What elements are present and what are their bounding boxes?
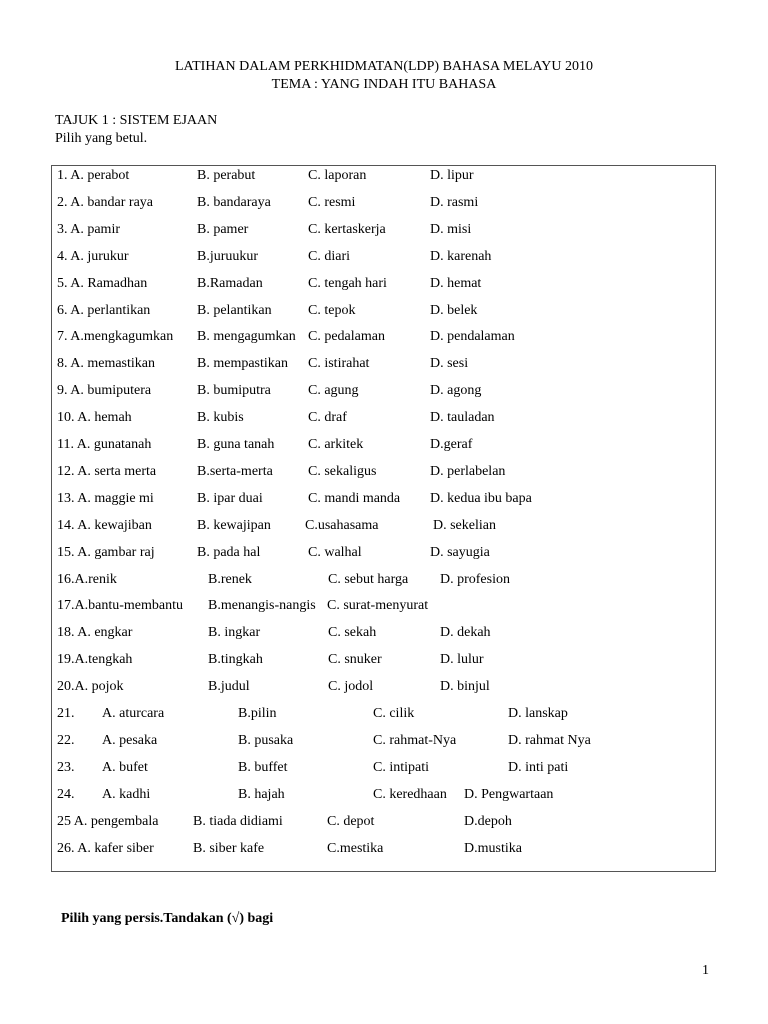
question-number: 14. A. kewajiban <box>57 517 152 533</box>
option-c: C. rahmat-Nya <box>373 732 457 748</box>
option-c: C. istirahat <box>308 356 370 372</box>
question-number: 19.A.tengkah <box>57 652 133 668</box>
option-a: A. aturcara <box>102 706 165 721</box>
option-d: D. tauladan <box>430 410 495 426</box>
option-b: B. guna tanah <box>197 437 275 452</box>
option-c: C. keredhaan <box>373 786 447 802</box>
question-number: 4. A. jurukur <box>57 248 129 264</box>
option-c: C. arkitek <box>308 437 364 452</box>
question-row <box>0 814 768 841</box>
question-number: 11. A. gunatanah <box>57 437 152 452</box>
question-row <box>0 625 768 652</box>
option-b: B. perabut <box>197 168 256 183</box>
option-c: C. cilik <box>373 706 415 721</box>
option-c: C. depot <box>327 813 375 829</box>
question-row <box>0 545 768 572</box>
option-d: D. Pengwartaan <box>464 786 554 802</box>
question-row <box>0 679 768 706</box>
option-b: B.judul <box>208 679 250 695</box>
question-number: 21. <box>57 706 75 721</box>
option-d: D. sayugia <box>430 544 490 560</box>
option-c: C. pedalaman <box>308 329 385 345</box>
footer-instruction: Pilih yang persis.Tandakan (√) bagi <box>61 911 274 926</box>
question-row <box>0 491 768 518</box>
option-b: B. tiada didiami <box>193 813 283 829</box>
question-row <box>0 168 768 195</box>
option-c: C. laporan <box>308 168 367 183</box>
section-title: TAJUK 1 : SISTEM EJAAN <box>55 113 218 128</box>
page-number: 1 <box>702 963 709 978</box>
section-instruction: Pilih yang betul. <box>55 131 148 146</box>
question-number: 25 A. pengembala <box>57 813 159 829</box>
option-c: C. sekaligus <box>308 463 377 479</box>
option-b: B.serta-merta <box>197 463 273 479</box>
option-c: C. intipati <box>373 759 429 775</box>
option-c: C. kertaskerja <box>308 221 386 237</box>
question-row <box>0 195 768 222</box>
question-number: 13. A. maggie mi <box>57 490 154 506</box>
option-a: A. bufet <box>102 759 148 775</box>
question-number: 2. A. bandar raya <box>57 194 154 210</box>
option-b: B. mempastikan <box>197 356 288 372</box>
option-b: B. kubis <box>197 410 244 426</box>
option-d: D. sekelian <box>433 517 496 533</box>
option-d: D. profesion <box>440 571 510 587</box>
question-row <box>0 437 768 464</box>
question-number: 24. <box>57 786 75 802</box>
question-number: 9. A. bumiputera <box>57 383 152 399</box>
option-b: B.Ramadan <box>197 275 263 291</box>
question-row <box>0 787 768 814</box>
option-d: D. perlabelan <box>430 463 506 479</box>
option-b: B. kewajipan <box>197 517 271 533</box>
question-row <box>0 733 768 760</box>
option-b: B. buffet <box>238 759 288 775</box>
question-number: 12. A. serta merta <box>57 463 157 479</box>
question-number: 8. A. memastikan <box>57 356 155 372</box>
option-b: B. pelantikan <box>197 302 272 318</box>
option-b: B. mengagumkan <box>197 329 296 345</box>
question-number: 23. <box>57 759 75 775</box>
question-row <box>0 249 768 276</box>
option-c: C. snuker <box>328 652 382 668</box>
question-number: 15. A. gambar raj <box>57 544 155 560</box>
option-d: D. rasmi <box>430 194 479 210</box>
option-c: C. walhal <box>308 544 362 560</box>
option-c: C. jodol <box>328 679 374 695</box>
option-b: B. pada hal <box>197 544 261 560</box>
option-b: B. hajah <box>238 786 285 802</box>
option-d: D. agong <box>430 383 482 399</box>
question-row <box>0 356 768 383</box>
question-row <box>0 760 768 787</box>
header-title: LATIHAN DALAM PERKHIDMATAN(LDP) BAHASA MELAYU 2010 <box>175 59 593 74</box>
question-number: 3. A. pamir <box>57 221 120 237</box>
option-b: B. ingkar <box>208 625 261 641</box>
option-d: D. sesi <box>430 356 469 372</box>
question-row <box>0 706 768 733</box>
question-number: 26. A. kafer siber <box>57 840 154 856</box>
question-row <box>0 652 768 679</box>
option-d: D. pendalaman <box>430 329 515 345</box>
question-number: 17.A.bantu-membantu <box>57 598 183 614</box>
question-row <box>0 598 768 625</box>
option-c: C. surat-menyurat <box>327 598 429 614</box>
option-b: B.menangis-nangis <box>208 598 316 614</box>
option-c: C. tengah hari <box>308 275 387 291</box>
question-row <box>0 410 768 437</box>
option-d: D. inti pati <box>508 759 569 775</box>
option-d: D. belek <box>430 302 478 318</box>
question-number: 22. <box>57 732 75 748</box>
option-c: C. sebut harga <box>328 571 409 587</box>
question-row <box>0 464 768 491</box>
option-d: D. lanskap <box>508 706 568 721</box>
question-number: 6. A. perlantikan <box>57 302 151 318</box>
question-row <box>0 383 768 410</box>
question-row <box>0 572 768 599</box>
option-d: D. kedua ibu bapa <box>430 490 532 506</box>
option-c: C. tepok <box>308 302 356 318</box>
option-b: B. ipar duai <box>197 490 263 506</box>
question-row <box>0 303 768 330</box>
option-d: D. lipur <box>430 168 474 183</box>
question-number: 18. A. engkar <box>57 625 133 641</box>
option-c: C. resmi <box>308 194 356 210</box>
option-d: D. lulur <box>440 652 484 668</box>
question-number: 1. A. perabot <box>57 168 130 183</box>
option-d: D. hemat <box>430 275 482 291</box>
question-row <box>0 222 768 249</box>
question-row <box>0 518 768 545</box>
option-c: C. draf <box>308 410 347 426</box>
option-c: C. sekah <box>328 625 377 641</box>
option-d: D.depoh <box>464 813 512 829</box>
option-b: B. siber kafe <box>193 840 265 856</box>
option-c: C.mestika <box>327 840 384 856</box>
question-row <box>0 329 768 356</box>
option-b: B.tingkah <box>208 652 263 668</box>
option-d: D.mustika <box>464 840 522 856</box>
option-c: C. diari <box>308 248 350 264</box>
question-number: 16.A.renik <box>57 571 117 587</box>
option-d: D. rahmat Nya <box>508 732 591 748</box>
option-a: A. pesaka <box>102 732 158 748</box>
option-d: D.geraf <box>430 437 473 452</box>
question-row <box>0 841 768 868</box>
option-c: C. agung <box>308 383 359 399</box>
option-d: D. misi <box>430 221 472 237</box>
option-b: B. pamer <box>197 221 249 237</box>
question-number: 7. A.mengkagumkan <box>57 329 174 345</box>
question-number: 10. A. hemah <box>57 410 132 426</box>
option-b: B.pilin <box>238 706 277 721</box>
option-b: B. pusaka <box>238 732 294 748</box>
option-d: D. karenah <box>430 248 492 264</box>
option-c: C.usahasama <box>305 517 379 533</box>
header-theme: TEMA : YANG INDAH ITU BAHASA <box>271 77 497 92</box>
option-b: B.renek <box>208 571 252 587</box>
option-d: D. dekah <box>440 625 491 641</box>
option-b: B. bumiputra <box>197 383 271 399</box>
question-number: 5. A. Ramadhan <box>57 275 148 291</box>
option-c: C. mandi manda <box>308 490 401 506</box>
option-d: D. binjul <box>440 679 490 695</box>
question-row <box>0 276 768 303</box>
option-b: B.juruukur <box>197 248 259 264</box>
option-b: B. bandaraya <box>197 194 271 210</box>
option-a: A. kadhi <box>102 786 151 802</box>
question-number: 20.A. pojok <box>57 679 124 695</box>
